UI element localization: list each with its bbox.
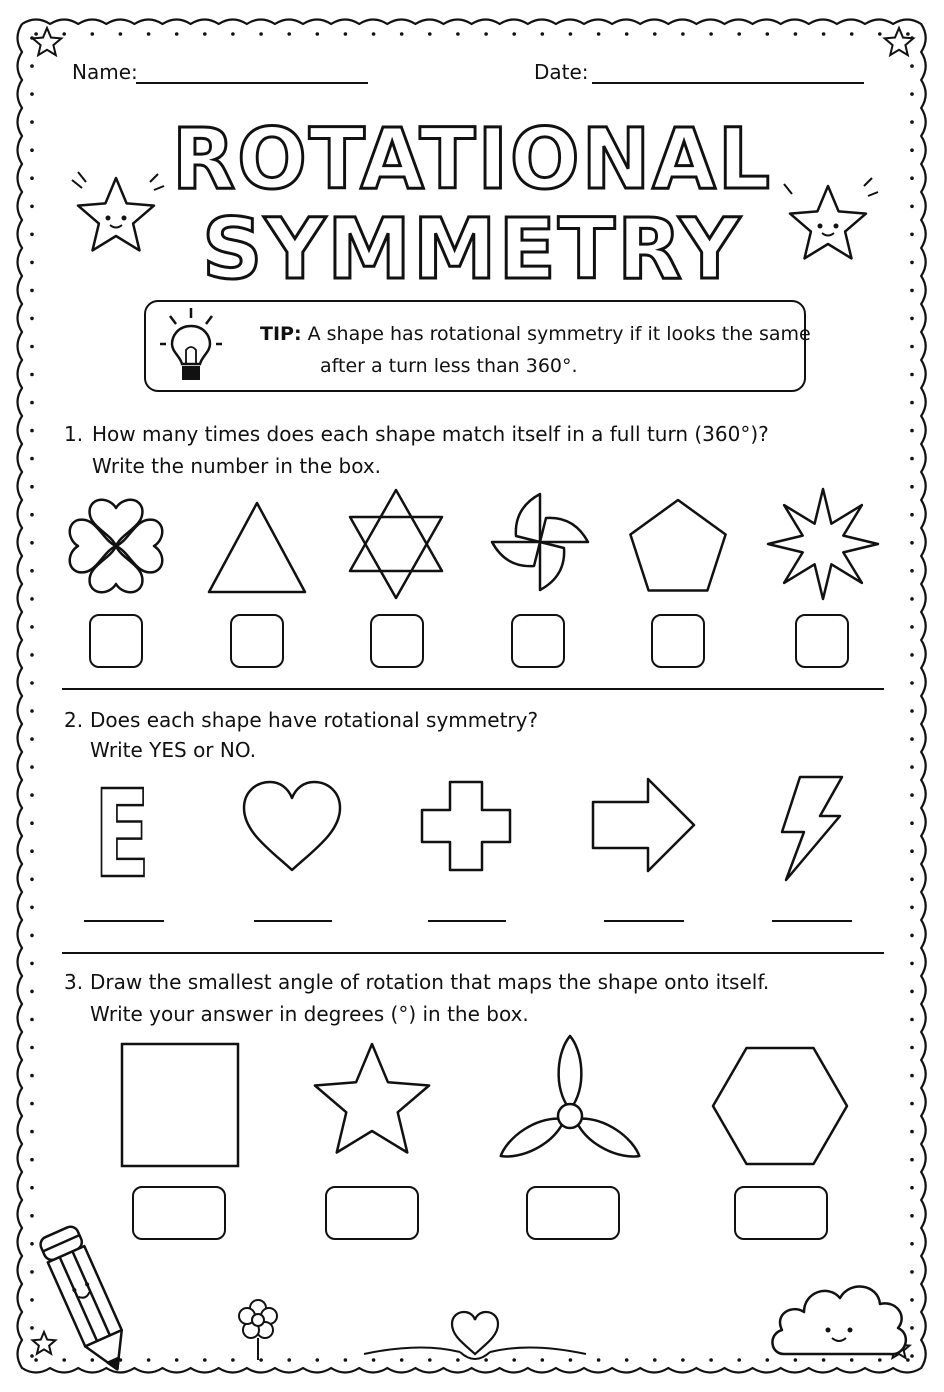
- border-dot: [30, 906, 34, 910]
- border-dot: [910, 176, 914, 180]
- flower-icon: [234, 1296, 282, 1362]
- border-dot: [910, 849, 914, 853]
- border-dot: [910, 1214, 914, 1218]
- border-dot: [30, 625, 34, 629]
- border-dot: [30, 64, 34, 68]
- border-dot: [30, 1130, 34, 1134]
- title-line-1: ROTATIONAL: [172, 110, 772, 208]
- border-dot: [597, 32, 601, 36]
- tip-label: TIP:: [260, 323, 302, 345]
- border-dot: [30, 176, 34, 180]
- border-dot: [910, 962, 914, 966]
- border-dot: [91, 32, 95, 36]
- title-line-2: SYMMETRY: [202, 200, 742, 298]
- q1-answer-box-2[interactable]: [230, 614, 284, 668]
- letter-e-text: E: [94, 766, 150, 905]
- border-dot: [910, 1018, 914, 1022]
- border-dot: [30, 148, 34, 152]
- border-dot: [910, 1074, 914, 1078]
- smiling-cloud-icon: [766, 1264, 912, 1368]
- border-dot: [30, 92, 34, 96]
- border-dot: [30, 1102, 34, 1106]
- border-dot: [259, 32, 263, 36]
- q1-answer-box-4[interactable]: [511, 614, 565, 668]
- border-dot: [910, 709, 914, 713]
- border-dot: [910, 261, 914, 265]
- border-dot: [910, 429, 914, 433]
- q3-answer-box-2[interactable]: [325, 1186, 419, 1240]
- border-dot: [910, 513, 914, 517]
- border-dot: [30, 205, 34, 209]
- border-dot: [30, 709, 34, 713]
- border-dot: [709, 32, 713, 36]
- border-dot: [344, 1358, 348, 1362]
- border-dot: [175, 1358, 179, 1362]
- question-2-number: 2.: [64, 708, 84, 732]
- tip-text-1: A shape has rotational symmetry if it looks the same: [307, 323, 811, 345]
- border-dot: [203, 32, 207, 36]
- border-dot: [541, 32, 545, 36]
- arrow-icon: [590, 776, 698, 874]
- border-dot: [30, 934, 34, 938]
- question-3-number: 3.: [64, 970, 84, 994]
- three-petal-flower-icon: [500, 1034, 640, 1162]
- name-label: Name:: [72, 60, 138, 84]
- border-dot: [512, 32, 516, 36]
- border-dot: [910, 205, 914, 209]
- six-point-star-icon: [348, 488, 444, 600]
- question-1-line-2: Write the number in the box.: [92, 454, 382, 478]
- border-dot: [30, 485, 34, 489]
- border-dot: [287, 32, 291, 36]
- question-3-line-2: Write your answer in degrees (°) in the box.: [90, 1002, 529, 1026]
- border-dot: [910, 120, 914, 124]
- border-dot: [30, 457, 34, 461]
- border-dot: [147, 32, 151, 36]
- border-dot: [30, 1270, 34, 1274]
- smiling-star-icon: [66, 166, 166, 262]
- border-dot: [794, 32, 798, 36]
- border-dot: [344, 32, 348, 36]
- border-dot: [30, 681, 34, 685]
- q3-answer-box-3[interactable]: [526, 1186, 620, 1240]
- border-dot: [910, 233, 914, 237]
- q1-answer-box-5[interactable]: [651, 614, 705, 668]
- border-dot: [681, 32, 685, 36]
- border-dot: [484, 32, 488, 36]
- smiling-star-icon: [778, 178, 882, 274]
- border-dot: [910, 485, 914, 489]
- border-dot: [30, 261, 34, 265]
- border-dot: [30, 793, 34, 797]
- border-dot: [30, 1298, 34, 1302]
- q3-answer-box-4[interactable]: [734, 1186, 828, 1240]
- border-dot: [30, 1186, 34, 1190]
- lightning-bolt-icon: [776, 774, 848, 884]
- border-dot: [709, 1358, 713, 1362]
- border-dot: [910, 1046, 914, 1050]
- hexagon-icon: [710, 1044, 850, 1168]
- border-dot: [456, 32, 460, 36]
- heart-swirl-icon: [360, 1306, 590, 1368]
- border-dot: [910, 765, 914, 769]
- page-title: [150, 100, 794, 300]
- q2-answer-line-4[interactable]: [604, 920, 684, 922]
- q2-answer-line-1[interactable]: [84, 920, 164, 922]
- border-dot: [910, 906, 914, 910]
- border-dot: [910, 793, 914, 797]
- border-dot: [910, 64, 914, 68]
- question-2-line-1: Does each shape have rotational symmetry?: [90, 708, 539, 732]
- smiling-pencil-icon: [36, 1216, 136, 1382]
- border-dot: [400, 32, 404, 36]
- border-dot: [203, 1358, 207, 1362]
- q2-answer-line-5[interactable]: [772, 920, 852, 922]
- square-icon: [120, 1042, 240, 1168]
- border-dot: [30, 401, 34, 405]
- border-dot: [30, 1158, 34, 1162]
- border-dot: [737, 1358, 741, 1362]
- border-dot: [910, 92, 914, 96]
- border-dot: [910, 457, 914, 461]
- border-dot: [850, 32, 854, 36]
- border-dot: [30, 653, 34, 657]
- q1-answer-box-3[interactable]: [370, 614, 424, 668]
- border-dot: [737, 32, 741, 36]
- question-1-line-1: How many times does each shape match itself in a full turn (360°)?: [92, 422, 769, 446]
- five-point-star-icon: [310, 1042, 434, 1162]
- corner-star-icon: [30, 26, 64, 60]
- border-dot: [231, 32, 235, 36]
- section-divider: [62, 688, 884, 690]
- triangle-icon: [206, 500, 308, 596]
- question-3-line-1: Draw the smallest angle of rotation that maps the shape onto itself.: [90, 970, 770, 994]
- border-dot: [910, 878, 914, 882]
- border-dot: [30, 345, 34, 349]
- border-dot: [681, 1358, 685, 1362]
- border-dot: [910, 345, 914, 349]
- border-dot: [910, 934, 914, 938]
- border-dot: [625, 1358, 629, 1362]
- corner-star-icon: [882, 26, 916, 60]
- border-dot: [30, 849, 34, 853]
- border-dot: [30, 990, 34, 994]
- border-dot: [30, 597, 34, 601]
- border-dot: [910, 1242, 914, 1246]
- border-dot: [766, 32, 770, 36]
- border-dot: [30, 569, 34, 573]
- border-dot: [287, 1358, 291, 1362]
- border-dot: [30, 878, 34, 882]
- border-dot: [30, 1242, 34, 1246]
- border-dot: [597, 1358, 601, 1362]
- border-dot: [910, 541, 914, 545]
- border-dot: [30, 765, 34, 769]
- border-dot: [822, 32, 826, 36]
- lightbulb-icon: [158, 306, 224, 386]
- border-dot: [30, 821, 34, 825]
- q2-answer-line-2[interactable]: [254, 920, 332, 922]
- border-dot: [30, 541, 34, 545]
- border-dot: [910, 317, 914, 321]
- border-dot: [910, 373, 914, 377]
- border-dot: [910, 1102, 914, 1106]
- border-dot: [30, 233, 34, 237]
- border-dot: [910, 681, 914, 685]
- border-dot: [147, 1358, 151, 1362]
- heart-flower-icon: [64, 494, 168, 598]
- border-dot: [910, 148, 914, 152]
- section-divider: [62, 952, 884, 954]
- border-dot: [175, 32, 179, 36]
- border-dot: [910, 737, 914, 741]
- border-dot: [910, 1158, 914, 1162]
- border-dot: [30, 289, 34, 293]
- q3-answer-box-1[interactable]: [132, 1186, 226, 1240]
- border-dot: [30, 513, 34, 517]
- border-dot: [625, 32, 629, 36]
- border-dot: [428, 32, 432, 36]
- border-dot: [30, 962, 34, 966]
- plus-cross-icon: [420, 780, 512, 872]
- pentagon-icon: [626, 496, 730, 596]
- border-dot: [30, 429, 34, 433]
- border-dot: [910, 990, 914, 994]
- border-dot: [910, 653, 914, 657]
- border-dot: [30, 373, 34, 377]
- eight-point-star-icon: [768, 486, 878, 602]
- question-1-number: 1.: [64, 422, 84, 446]
- border-dot: [316, 32, 320, 36]
- border-dot: [30, 1018, 34, 1022]
- border-dot: [30, 1074, 34, 1078]
- border-dot: [569, 32, 573, 36]
- date-field[interactable]: [592, 82, 864, 84]
- tip-line-2: after a turn less than 360°.: [320, 355, 578, 377]
- heart-icon: [240, 778, 344, 874]
- border-dot: [910, 401, 914, 405]
- border-dot: [910, 821, 914, 825]
- border-dot: [653, 32, 657, 36]
- name-field[interactable]: [136, 82, 368, 84]
- border-dot: [316, 1358, 320, 1362]
- pinwheel-icon: [492, 490, 588, 594]
- border-dot: [653, 1358, 657, 1362]
- tip-line-1: [260, 318, 811, 350]
- border-dot: [910, 1130, 914, 1134]
- border-dot: [910, 597, 914, 601]
- border-dot: [30, 737, 34, 741]
- border-dot: [910, 1186, 914, 1190]
- q1-answer-box-6[interactable]: [795, 614, 849, 668]
- q1-answer-box-1[interactable]: [89, 614, 143, 668]
- border-dot: [910, 569, 914, 573]
- border-dot: [119, 32, 123, 36]
- border-dot: [910, 625, 914, 629]
- q2-answer-line-3[interactable]: [428, 920, 506, 922]
- date-label: Date:: [534, 60, 589, 84]
- border-dot: [30, 1046, 34, 1050]
- border-dot: [30, 317, 34, 321]
- letter-e-icon: [90, 766, 154, 905]
- border-dot: [30, 120, 34, 124]
- border-dot: [910, 289, 914, 293]
- question-2-line-2: Write YES or NO.: [90, 738, 257, 762]
- border-dot: [372, 32, 376, 36]
- border-dot: [30, 1214, 34, 1218]
